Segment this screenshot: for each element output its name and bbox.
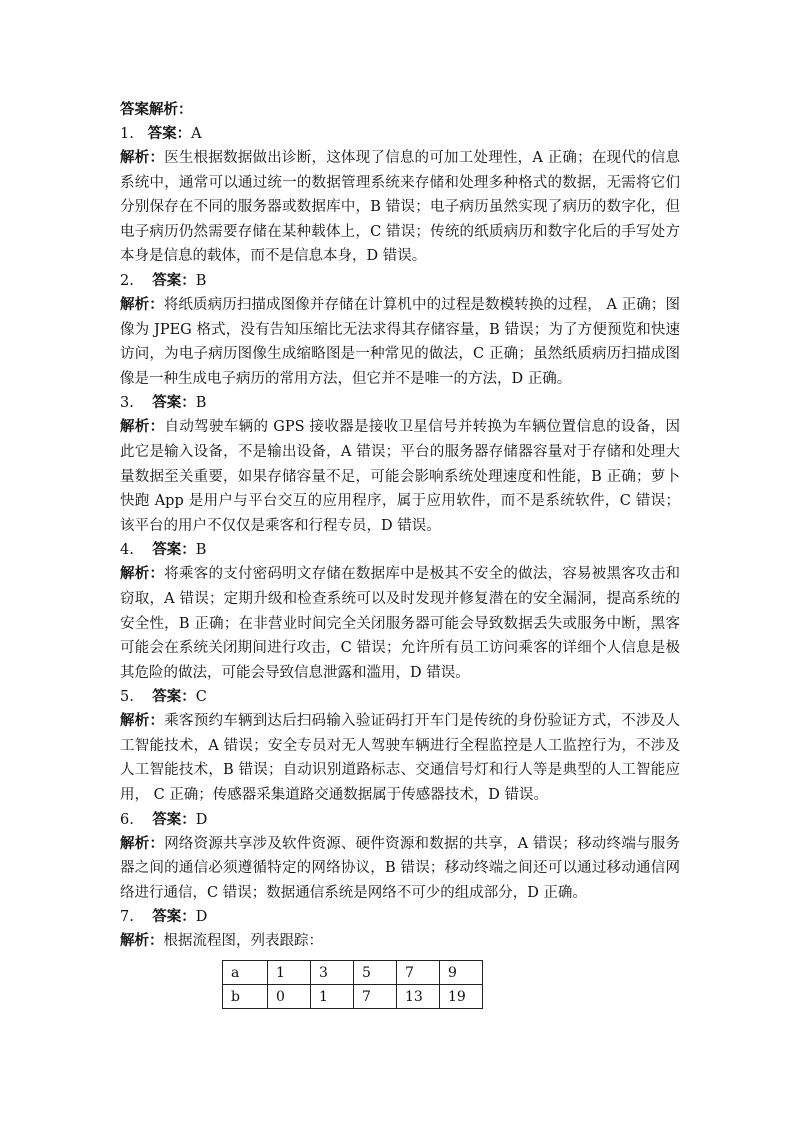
question-number: 6. xyxy=(120,811,134,828)
table-cell: a xyxy=(223,961,268,985)
analysis-label: 解析： xyxy=(120,149,165,166)
table-cell: 5 xyxy=(354,961,397,985)
table-row xyxy=(223,985,483,1009)
question-number: 3. xyxy=(120,395,134,412)
answer-value: B xyxy=(195,272,207,289)
question-4 xyxy=(120,538,680,685)
answer-value: B xyxy=(195,542,207,559)
table-cell: b xyxy=(223,985,268,1009)
question-answer-line xyxy=(120,685,680,709)
analysis-paragraph xyxy=(120,709,680,807)
analysis-label: 解析： xyxy=(120,712,165,730)
answer-value: D xyxy=(195,909,208,926)
answer-analysis-section xyxy=(120,98,680,1009)
question-7 xyxy=(120,905,680,1009)
question-answer-line xyxy=(120,808,680,832)
question-number: 2. xyxy=(120,272,134,289)
answer-value: D xyxy=(195,811,208,828)
trace-table xyxy=(222,960,483,1009)
question-answer-line xyxy=(120,391,680,415)
analysis-label: 解析： xyxy=(120,295,164,313)
table-cell: 13 xyxy=(397,985,440,1009)
analysis-paragraph xyxy=(120,146,680,269)
answer-value: A xyxy=(191,126,202,142)
answer-label: 答案： xyxy=(152,541,196,559)
table-cell: 3 xyxy=(311,961,354,985)
analysis-text: 根据流程图，列表跟踪： xyxy=(163,933,323,950)
answer-label: 答案： xyxy=(152,271,196,289)
question-answer-line xyxy=(120,538,680,562)
analysis-text: 将纸质病历扫描成图像并存储在计算机中的过程是数模转换的过程， A 正确；图像为 JPEG 格式，没有告知压缩比无法求得其存储容量，B 错误；为了方便预览和快速访问，为电子病历图像生成缩略图是一种常见的做法，C 正确；虽然纸质病历扫描成图像是一种生成电子病历的常用方法，但它并不是唯一的方法，D 正确。 xyxy=(120,296,681,387)
question-number: 1. xyxy=(120,126,134,142)
table-cell: 7 xyxy=(354,985,397,1009)
analysis-text: 将乘客的支付密码明文存储在数据库中是极其不安全的做法，容易被黑客攻击和窃取，A 错误；定期升级和检查系统可以及时发现并修复潜在的安全漏洞，提高系统的安全性，B 正确；在非营业时间完全关闭服务器可能会导致数据丢失或服务中断，黑客可能会在系统关闭期间进行攻击，C 错误；允许所有员工访问乘客的详细个人信息是极其危险的做法，可能会导致信息泄露和滥用，D 错误。 xyxy=(120,566,681,681)
question-answer-line xyxy=(120,905,680,929)
analysis-paragraph xyxy=(120,929,680,954)
question-answer-line xyxy=(120,269,680,293)
analysis-paragraph xyxy=(120,293,680,391)
section-heading: 答案解析： xyxy=(120,101,193,118)
table-cell: 1 xyxy=(268,961,311,985)
answer-label: 答案： xyxy=(147,125,192,142)
analysis-text: 医生根据数据做出诊断，这体现了信息的可加工处理性，A 正确；在现代的信息系统中，通常可以通过统一的数据管理系统来存储和处理多种格式的数据，无需将它们分别保存在不同的服务器或数据库中，B 错误；电子病历虽然实现了病历的数字化，但电子病历仍然需要存储在某种载体上，C 错误；传统的纸质病历和数字化后的手写处方本身是信息的载体，而不是信息本身，D 错误。 xyxy=(120,150,681,265)
answer-value: C xyxy=(195,689,207,706)
answer-label: 答案： xyxy=(152,688,196,706)
analysis-label: 解析： xyxy=(120,932,164,950)
question-answer-line xyxy=(120,122,680,146)
answer-value: B xyxy=(195,395,207,412)
answer-label: 答案： xyxy=(152,908,196,926)
table-cell: 7 xyxy=(397,961,440,985)
question-5 xyxy=(120,685,680,807)
question-number: 5. xyxy=(120,689,134,706)
table-row xyxy=(223,961,483,985)
analysis-label: 解析： xyxy=(120,834,165,852)
analysis-text: 乘客预约车辆到达后扫码输入验证码打开车门是传统的身份验证方式，不涉及人工智能技术，A 错误；安全专员对无人驾驶车辆进行全程监控是人工监控行为，不涉及人工智能技术，B 错误；自动识别道路标志、交通信号灯和行人等是典型的人工智能应用， C 正确；传感器采集道路交通数据属于传感器技术，D 错误。 xyxy=(120,713,681,804)
question-3 xyxy=(120,391,680,538)
analysis-text: 网络资源共享涉及软件资源、硬件资源和数据的共享，A 错误；移动终端与服务器之间的通信必须遵循特定的网络协议，B 错误；移动终端之间还可以通过移动通信网络进行通信，C 错误；数据通信系统是网络不可少的组成部分，D 正确。 xyxy=(120,835,681,901)
question-2 xyxy=(120,269,680,391)
answer-label: 答案： xyxy=(152,394,196,412)
question-number: 7. xyxy=(120,909,134,926)
analysis-text: 自动驾驶车辆的 GPS 接收器是接收卫星信号并转换为车辆位置信息的设备，因此它是输入设备，不是输出设备，A 错误；平台的服务器存储器容量对于存储和处理大量数据至关重要，如果存储容量不足，可能会影响系统处理速度和性能，B 正确；萝卜快跑 App 是用户与平台交互的应用程序，属于应用软件，而不是系统软件，C 错误；该平台的用户不仅仅是乘客和行程专员，D 错误。 xyxy=(120,419,680,534)
question-6 xyxy=(120,808,680,906)
table-cell: 9 xyxy=(440,961,483,985)
answer-label: 答案： xyxy=(152,810,196,828)
table-cell: 0 xyxy=(268,985,311,1009)
question-1 xyxy=(120,122,680,269)
analysis-paragraph xyxy=(120,562,680,685)
analysis-label: 解析： xyxy=(120,565,165,583)
analysis-paragraph xyxy=(120,415,680,538)
analysis-paragraph xyxy=(120,832,680,906)
table-cell: 19 xyxy=(440,985,483,1009)
question-number: 4. xyxy=(120,542,134,559)
analysis-label: 解析： xyxy=(120,418,165,436)
table-cell: 1 xyxy=(311,985,354,1009)
